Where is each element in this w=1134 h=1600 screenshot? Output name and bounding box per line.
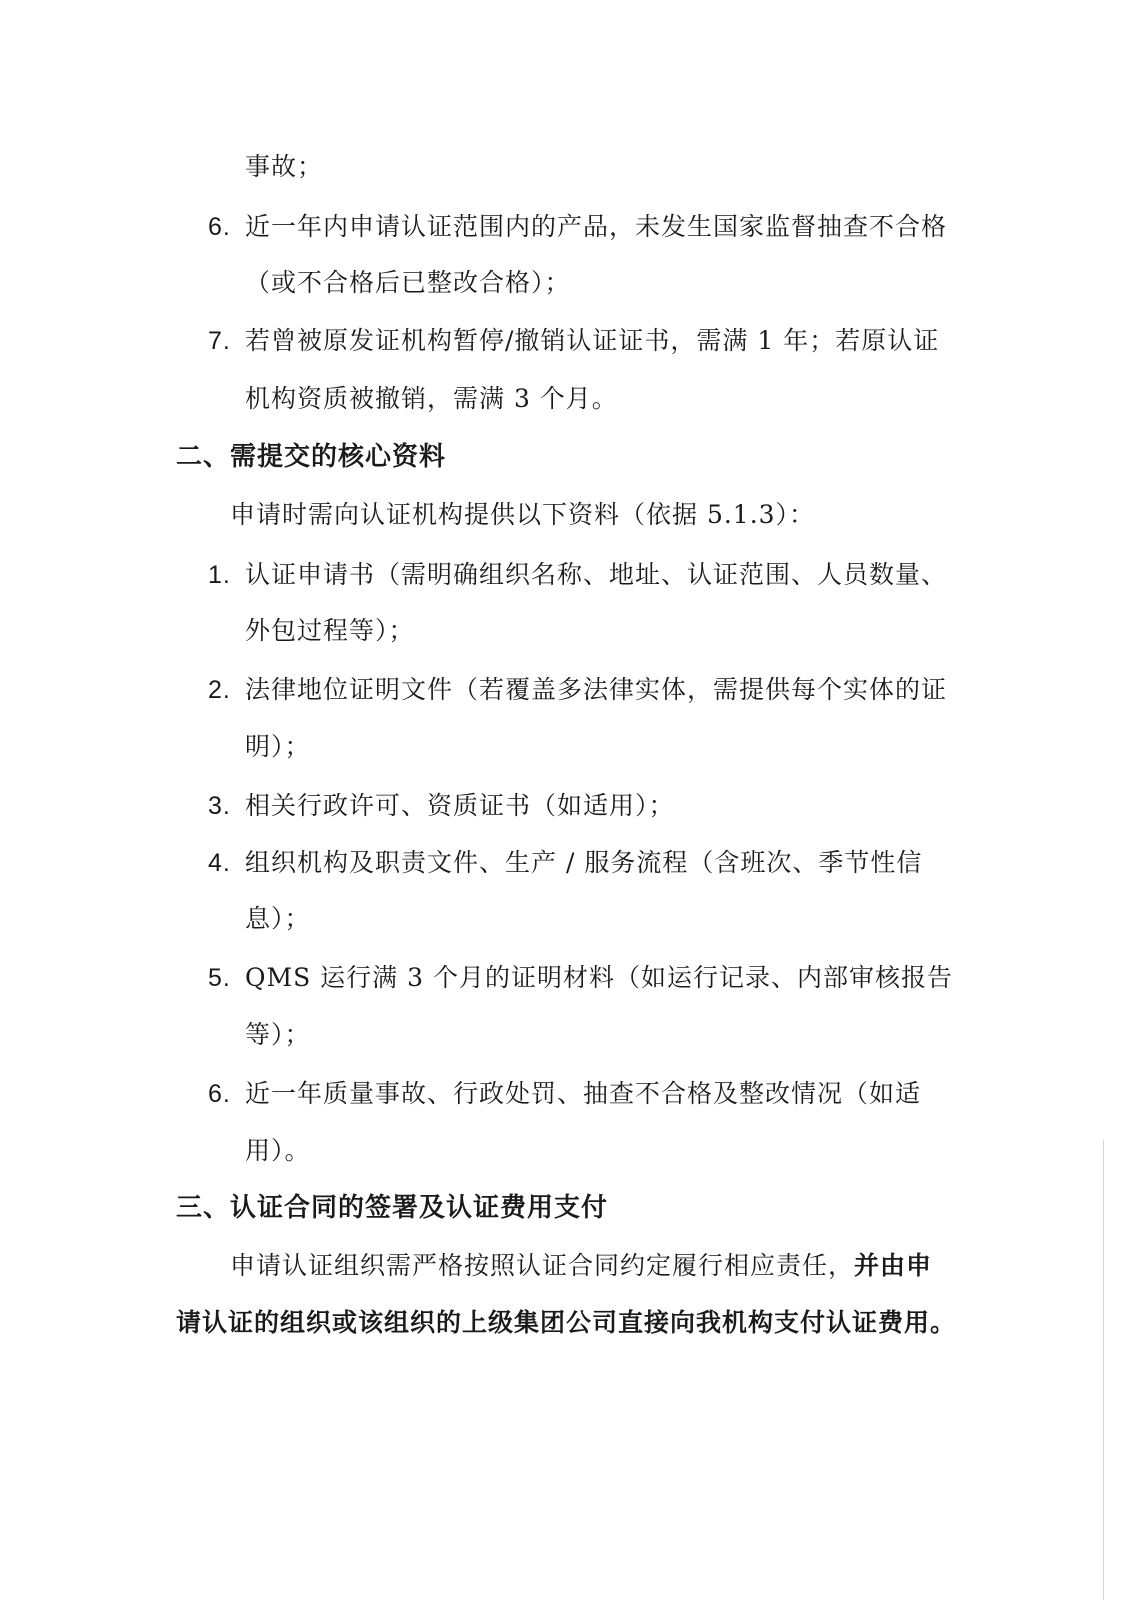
list-item-text: 认证申请书（需明确组织名称、地址、认证范围、人员数量、 <box>245 560 948 589</box>
paragraph-bold-text: 请认证的组织或该组织的上级集团公司直接向我机构支付认证费用。 <box>176 1308 957 1337</box>
paragraph-bold-text: 并由申 <box>854 1251 933 1280</box>
section-heading: 二、需提交的核心资料 <box>176 442 447 472</box>
scan-edge-line <box>1103 1140 1104 1600</box>
list-item-text: 等）； <box>245 1020 311 1049</box>
list-item-text: QMS 运行满 3 个月的证明材料（如运行记录、内部审核报告 <box>245 963 953 992</box>
list-item-text: 若曾被原发证机构暂停/撤销认证证书，需满 1 年；若原认证 <box>245 326 940 355</box>
list-number: 2. <box>208 676 231 704</box>
list-item-text: 组织机构及职责文件、生产 / 服务流程（含班次、季节性信 <box>245 848 923 877</box>
section-intro: 申请时需向认证机构提供以下资料（依据 5.1.3）： <box>230 500 816 529</box>
list-item-text: 明）； <box>245 732 311 761</box>
list-number: 6. <box>208 213 231 241</box>
list-number: 5. <box>208 964 231 992</box>
list-item-text: 用）。 <box>245 1136 311 1165</box>
list-number: 3. <box>208 792 231 820</box>
paragraph-text: 申请认证组织需严格按照认证合同约定履行相应责任， <box>230 1251 855 1280</box>
continuation-text: 事故； <box>245 152 324 181</box>
list-item-text: 近一年内申请认证范围内的产品，未发生国家监督抽查不合格 <box>245 212 948 241</box>
list-item-text: （或不合格后已整改合格）； <box>245 268 571 297</box>
list-item-text: 相关行政许可、资质证书（如适用）； <box>245 791 675 820</box>
list-item-text: 外包过程等）； <box>245 616 415 645</box>
list-item-text: 近一年质量事故、行政处罚、抽查不合格及整改情况（如适 <box>245 1079 922 1108</box>
list-item-text: 机构资质被撤销，需满 3 个月。 <box>245 384 618 413</box>
list-number: 6. <box>208 1080 231 1108</box>
list-number: 1. <box>208 561 231 589</box>
list-number: 7. <box>208 327 231 355</box>
section-heading: 三、认证合同的签署及认证费用支付 <box>176 1193 609 1223</box>
list-item-text: 法律地位证明文件（若覆盖多法律实体，需提供每个实体的证 <box>245 675 948 704</box>
list-number: 4. <box>208 849 231 877</box>
list-item-text: 息）； <box>245 904 311 933</box>
body-paragraph <box>230 1249 932 1283</box>
